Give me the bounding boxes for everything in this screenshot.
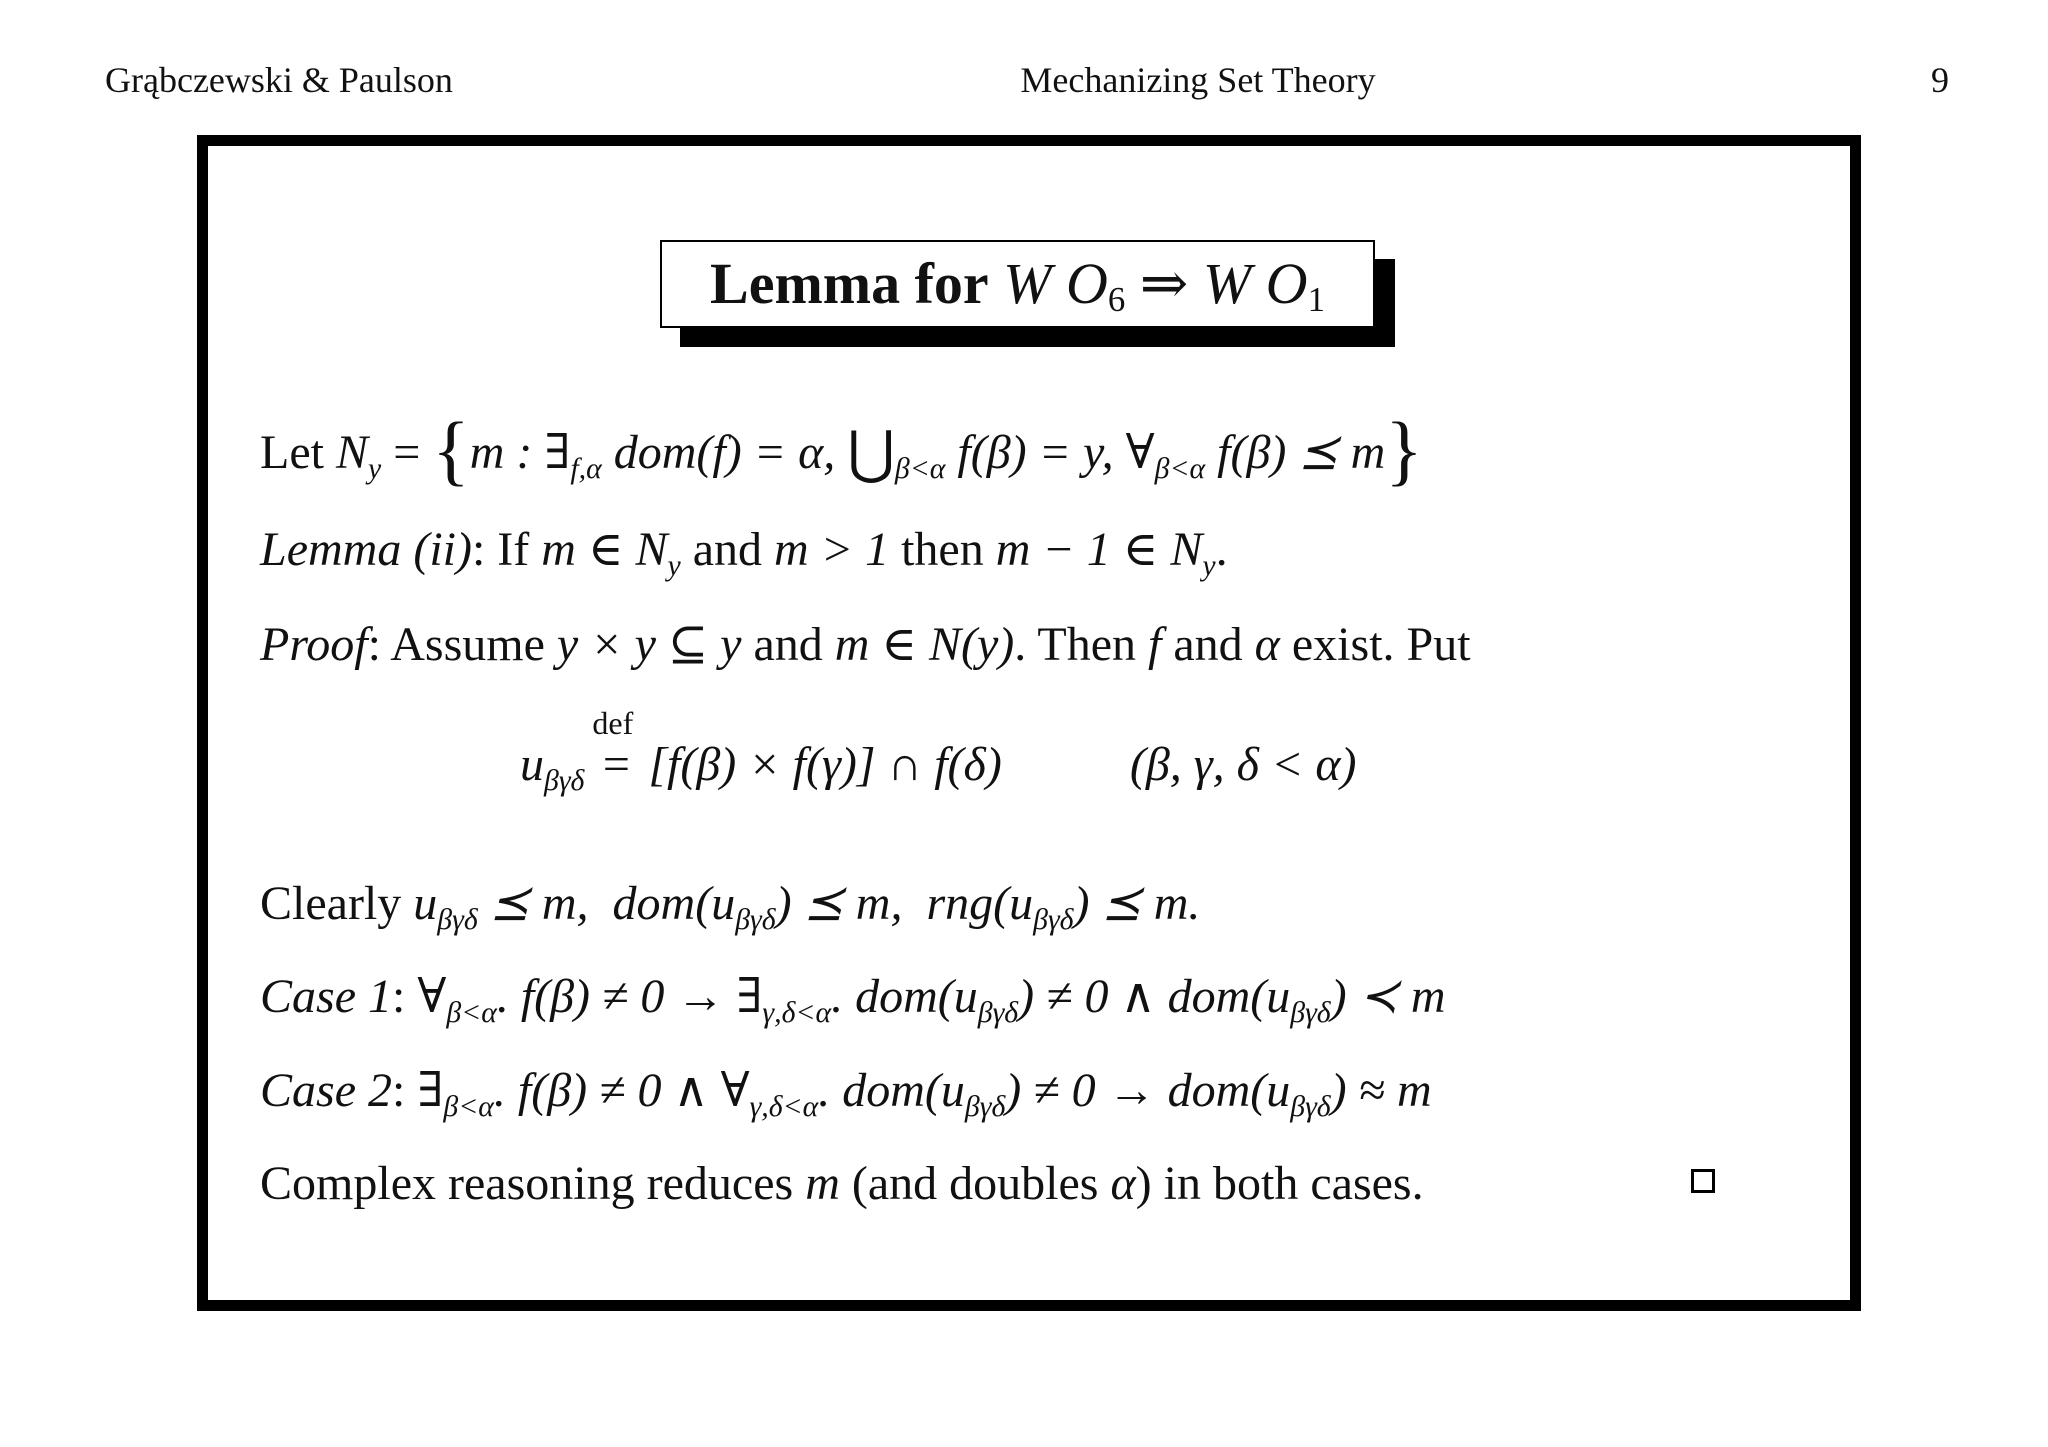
clearly-line: Clearly $u_{\beta\gamma\delta}$ ⪯ m, $dom(u_{\beta\gamma\delta})$ ⪯ m, $rng(u_{\beta\gamma\delta})$ ⪯ m.: [260, 877, 1201, 936]
definition-line: Let $N_y = \{m$ : $\exists_{f,\alpha}$ dom(f) = α, $⋃_{\beta<\alpha}$ f(β) = y, $\forall_{\beta<\alpha}$ f(β) ⪯ m}: [260, 406, 1423, 493]
title-text: Lemma for: [710, 251, 989, 316]
header-title: Mechanizing Set Theory: [1020, 60, 1376, 100]
proof-line: Proof: Assume y × y ⊆ y and m ∈ N(y). Then f and α exist. Put: [260, 618, 1471, 671]
case-2-label: Case 2: [260, 1064, 392, 1117]
display-equation: $u_{\beta\gamma\delta}$ def = [f(β) × f(γ)] ∩ f(δ) (β, γ, δ < α): [520, 705, 1357, 797]
display-condition: (β, γ, δ < α): [1129, 738, 1357, 791]
case-1-line: Case 1: $\forall_{\beta<\alpha}$. $f(\beta) \ne 0 \to \exists_{\gamma,\delta<\alpha}$. $dom(u_{\beta\gamma\delta}) \ne 0$ ∧ $dom(u_{\beta\gamma\delta})$ ≺ m: [260, 970, 1446, 1029]
slide-title: [660, 240, 1375, 328]
lemma-ii-line: Lemma (ii): If m ∈ $N_y$ and m > 1 then m − 1 ∈ $N_y$.: [260, 523, 1228, 582]
header-authors: Grąbczewski & Paulson: [105, 60, 453, 100]
def-equals: def =: [592, 705, 634, 791]
conclusion-line: Complex reasoning reduces m (and doubles α) in both cases.: [260, 1157, 1424, 1210]
page-number: 9: [1931, 60, 1949, 100]
qed-square-icon: [1691, 1169, 1715, 1193]
brace-open: {: [432, 406, 470, 493]
union-operator: ⋃: [847, 420, 895, 485]
case-1-label: Case 1: [260, 970, 392, 1023]
title-math-wo6: W $O_6$: [1003, 251, 1126, 319]
proof-label: Proof: [260, 618, 368, 671]
title-implies: ⇒: [1139, 251, 1189, 316]
case-2-line: Case 2: $\exists_{\beta<\alpha}$. f(β) ≠ 0 ∧ $\forall_{\gamma,\delta<\alpha}$. $dom(u_{\beta\gamma\delta}) \ne 0 \to dom(u_{\beta\gamma\delta}) \approx m$: [260, 1064, 1432, 1123]
brace-close: }: [1385, 406, 1423, 493]
lemma-ii-label: Lemma (ii): [260, 523, 472, 576]
title-math-wo1: W $O_1$: [1202, 251, 1325, 319]
